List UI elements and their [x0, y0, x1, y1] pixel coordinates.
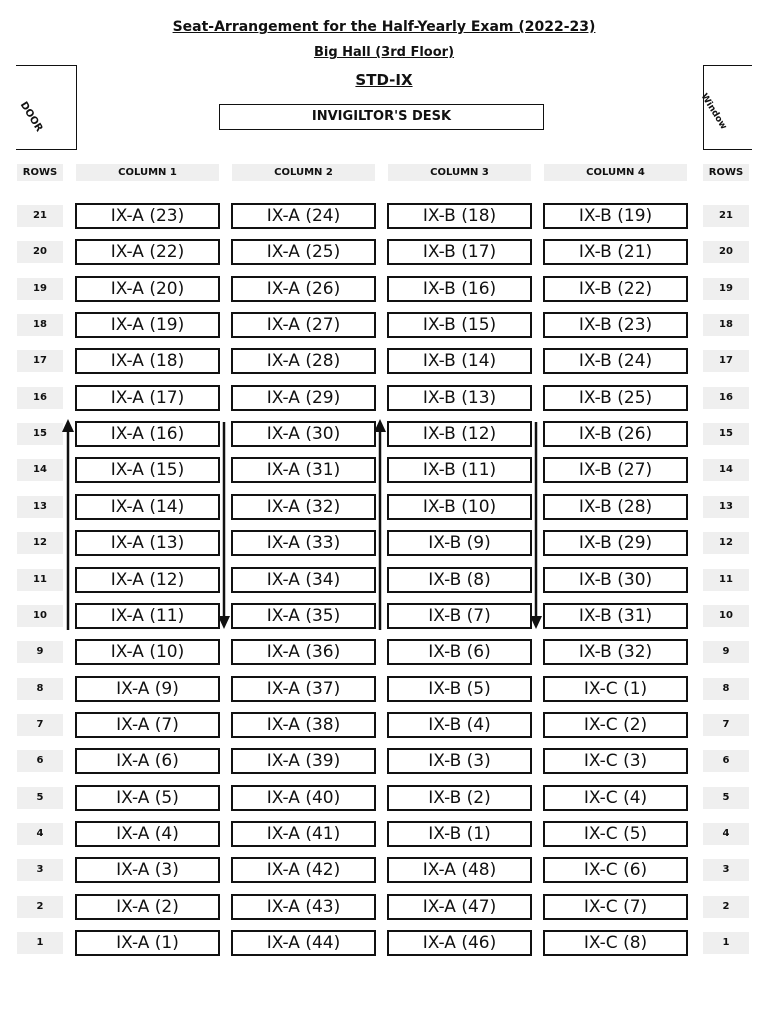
seat-cell: IX-C (4) — [543, 785, 688, 811]
seat-cell: IX-A (13) — [75, 530, 220, 556]
seat-cell: IX-A (20) — [75, 276, 220, 302]
seat-cell: IX-A (43) — [231, 894, 376, 920]
seat-cell: IX-A (41) — [231, 821, 376, 847]
row-number-left: 3 — [17, 859, 63, 881]
page-title: Seat-Arrangement for the Half-Yearly Exam (2022-23) — [172, 19, 596, 35]
seat-cell: IX-B (18) — [387, 203, 532, 229]
row-number-right: 15 — [703, 423, 749, 445]
seat-cell: IX-B (9) — [387, 530, 532, 556]
row-number-left: 18 — [17, 314, 63, 336]
seat-cell: IX-B (32) — [543, 639, 688, 665]
seat-cell: IX-A (35) — [231, 603, 376, 629]
seat-cell: IX-A (33) — [231, 530, 376, 556]
seat-cell: IX-B (22) — [543, 276, 688, 302]
seat-cell: IX-A (3) — [75, 857, 220, 883]
seat-cell: IX-A (47) — [387, 894, 532, 920]
seat-cell: IX-B (26) — [543, 421, 688, 447]
row-number-right: 9 — [703, 641, 749, 663]
seat-cell: IX-A (9) — [75, 676, 220, 702]
row-number-right: 7 — [703, 714, 749, 736]
seat-cell: IX-A (14) — [75, 494, 220, 520]
row-number-right: 6 — [703, 750, 749, 772]
seat-cell: IX-C (7) — [543, 894, 688, 920]
row-number-left: 20 — [17, 241, 63, 263]
row-number-left: 4 — [17, 823, 63, 845]
row-number-left: 1 — [17, 932, 63, 954]
seat-cell: IX-B (19) — [543, 203, 688, 229]
rows-header-left: ROWS — [17, 164, 63, 181]
row-number-left: 6 — [17, 750, 63, 772]
seat-cell: IX-B (6) — [387, 639, 532, 665]
seat-cell: IX-B (28) — [543, 494, 688, 520]
seat-cell: IX-B (7) — [387, 603, 532, 629]
row-number-left: 16 — [17, 387, 63, 409]
row-number-right: 17 — [703, 350, 749, 372]
seat-cell: IX-A (48) — [387, 857, 532, 883]
column-header-3: COLUMN 3 — [388, 164, 531, 181]
door-label: DOOR — [17, 100, 45, 134]
row-number-right: 12 — [703, 532, 749, 554]
seat-cell: IX-A (29) — [231, 385, 376, 411]
column-header-4: COLUMN 4 — [544, 164, 687, 181]
seat-cell: IX-A (23) — [75, 203, 220, 229]
seat-cell: IX-B (4) — [387, 712, 532, 738]
seat-cell: IX-B (13) — [387, 385, 532, 411]
seat-cell: IX-B (24) — [543, 348, 688, 374]
seat-cell: IX-B (14) — [387, 348, 532, 374]
seat-cell: IX-C (1) — [543, 676, 688, 702]
seat-cell: IX-A (40) — [231, 785, 376, 811]
seat-cell: IX-A (28) — [231, 348, 376, 374]
seat-cell: IX-A (36) — [231, 639, 376, 665]
row-number-left: 17 — [17, 350, 63, 372]
seat-cell: IX-A (10) — [75, 639, 220, 665]
row-number-left: 5 — [17, 787, 63, 809]
seat-cell: IX-A (46) — [387, 930, 532, 956]
seat-cell: IX-B (23) — [543, 312, 688, 338]
row-number-right: 21 — [703, 205, 749, 227]
seat-cell: IX-B (11) — [387, 457, 532, 483]
arrow-up-column-1-head — [62, 419, 74, 432]
seat-cell: IX-A (31) — [231, 457, 376, 483]
row-number-left: 10 — [17, 605, 63, 627]
seat-cell: IX-C (3) — [543, 748, 688, 774]
seat-cell: IX-A (15) — [75, 457, 220, 483]
column-header-1: COLUMN 1 — [76, 164, 219, 181]
seat-cell: IX-A (25) — [231, 239, 376, 265]
row-number-right: 5 — [703, 787, 749, 809]
row-number-left: 21 — [17, 205, 63, 227]
seat-cell: IX-C (2) — [543, 712, 688, 738]
seat-cell: IX-C (6) — [543, 857, 688, 883]
seat-cell: IX-A (1) — [75, 930, 220, 956]
seat-cell: IX-B (10) — [387, 494, 532, 520]
seat-cell: IX-B (16) — [387, 276, 532, 302]
seat-cell: IX-B (3) — [387, 748, 532, 774]
row-number-right: 4 — [703, 823, 749, 845]
row-number-right: 1 — [703, 932, 749, 954]
venue-subtitle: Big Hall (3rd Floor) — [313, 45, 455, 60]
seat-cell: IX-A (24) — [231, 203, 376, 229]
seat-cell: IX-C (8) — [543, 930, 688, 956]
row-number-left: 8 — [17, 678, 63, 700]
seat-cell: IX-A (30) — [231, 421, 376, 447]
row-number-left: 13 — [17, 496, 63, 518]
seat-cell: IX-B (2) — [387, 785, 532, 811]
row-number-left: 2 — [17, 896, 63, 918]
row-number-right: 20 — [703, 241, 749, 263]
seat-cell: IX-B (27) — [543, 457, 688, 483]
row-number-right: 8 — [703, 678, 749, 700]
seat-cell: IX-A (32) — [231, 494, 376, 520]
seat-cell: IX-B (29) — [543, 530, 688, 556]
seat-cell: IX-A (37) — [231, 676, 376, 702]
row-number-right: 14 — [703, 459, 749, 481]
seat-cell: IX-A (18) — [75, 348, 220, 374]
column-header-2: COLUMN 2 — [232, 164, 375, 181]
seat-cell: IX-A (39) — [231, 748, 376, 774]
row-number-right: 3 — [703, 859, 749, 881]
seat-cell: IX-A (5) — [75, 785, 220, 811]
row-number-right: 19 — [703, 278, 749, 300]
seat-cell: IX-B (17) — [387, 239, 532, 265]
seat-cell: IX-A (17) — [75, 385, 220, 411]
seat-cell: IX-B (5) — [387, 676, 532, 702]
seat-cell: IX-A (7) — [75, 712, 220, 738]
seat-cell: IX-A (42) — [231, 857, 376, 883]
seat-cell: IX-A (12) — [75, 567, 220, 593]
seat-cell: IX-B (8) — [387, 567, 532, 593]
row-number-left: 14 — [17, 459, 63, 481]
seat-cell: IX-B (12) — [387, 421, 532, 447]
seat-cell: IX-A (16) — [75, 421, 220, 447]
seat-cell: IX-A (26) — [231, 276, 376, 302]
seat-cell: IX-A (6) — [75, 748, 220, 774]
seat-cell: IX-A (11) — [75, 603, 220, 629]
row-number-left: 9 — [17, 641, 63, 663]
seat-cell: IX-A (22) — [75, 239, 220, 265]
rows-header-right: ROWS — [703, 164, 749, 181]
row-number-left: 12 — [17, 532, 63, 554]
seat-cell: IX-B (15) — [387, 312, 532, 338]
row-number-right: 13 — [703, 496, 749, 518]
seat-cell: IX-A (4) — [75, 821, 220, 847]
row-number-left: 7 — [17, 714, 63, 736]
window-label: Window — [698, 92, 729, 132]
seat-cell: IX-A (27) — [231, 312, 376, 338]
seat-cell: IX-A (38) — [231, 712, 376, 738]
row-number-right: 2 — [703, 896, 749, 918]
seat-cell: IX-C (5) — [543, 821, 688, 847]
seat-cell: IX-B (21) — [543, 239, 688, 265]
row-number-right: 18 — [703, 314, 749, 336]
row-number-right: 16 — [703, 387, 749, 409]
row-number-right: 11 — [703, 569, 749, 591]
seat-cell: IX-B (31) — [543, 603, 688, 629]
seat-cell: IX-B (1) — [387, 821, 532, 847]
row-number-left: 15 — [17, 423, 63, 445]
seat-cell: IX-B (25) — [543, 385, 688, 411]
row-number-left: 11 — [17, 569, 63, 591]
standard-label: STD-IX — [355, 71, 413, 89]
seat-cell: IX-A (19) — [75, 312, 220, 338]
row-number-right: 10 — [703, 605, 749, 627]
seat-cell: IX-A (44) — [231, 930, 376, 956]
row-number-left: 19 — [17, 278, 63, 300]
invigilator-desk: INVIGILTOR'S DESK — [219, 104, 544, 130]
seat-cell: IX-A (34) — [231, 567, 376, 593]
seat-cell: IX-B (30) — [543, 567, 688, 593]
seat-cell: IX-A (2) — [75, 894, 220, 920]
